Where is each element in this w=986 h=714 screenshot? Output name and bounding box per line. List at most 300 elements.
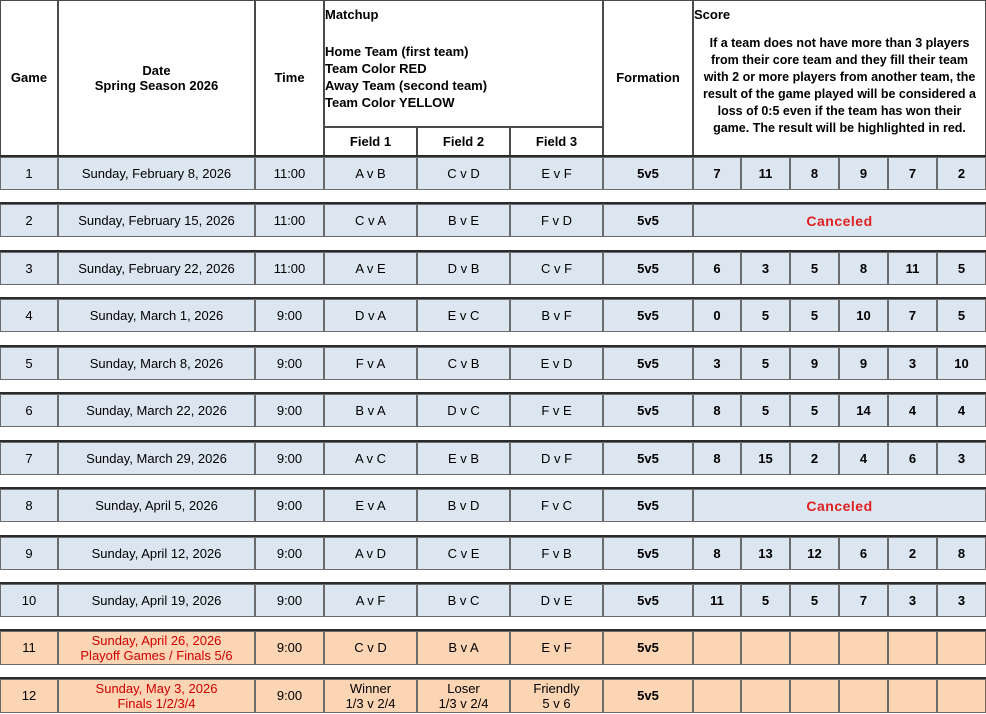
date-cell [58,394,255,427]
time-cell [255,157,324,190]
field-cell-text: C v F [540,260,573,276]
game-number [0,299,58,332]
score-value: 10 [856,307,871,323]
score-cell [888,347,937,380]
time-cell [255,394,324,427]
canceled-cell [693,489,986,522]
time-cell [255,679,324,713]
date-cell [58,442,255,475]
score-value: 13 [758,545,773,561]
score-value: 5 [810,307,819,323]
game-number-text: 11 [22,640,36,655]
game-number [0,252,58,285]
date-line1: Sunday, May 3, 2026 [95,681,218,696]
formation-cell [603,584,693,617]
score-cell [839,347,888,380]
score-value: 0 [713,307,721,323]
score-cell [693,584,741,617]
field-cell [510,204,603,237]
score-value: 3 [908,355,917,371]
time-cell-text: 9:00 [276,640,303,655]
game-number [0,584,58,617]
field-cell [324,537,417,570]
field-cell-text: B v F [541,307,572,323]
score-value: 14 [856,402,871,418]
field-cell-text: A v C [354,450,387,466]
score-cell [741,299,790,332]
time-cell [255,204,324,237]
score-value: 7 [908,307,917,323]
score-cell [937,584,986,617]
header-date [58,0,255,156]
formation-cell [603,442,693,475]
field-cell-text: F v D [540,212,573,228]
score-cell [790,631,839,665]
field-cell-text: F v B [541,545,572,561]
field-line1: Loser [447,681,480,696]
score-cell [937,299,986,332]
header-date-line1: Date [142,63,171,78]
score-cell [937,442,986,475]
score-value: 9 [859,165,868,181]
game-number-text: 6 [25,402,33,418]
formation-cell [603,394,693,427]
score-title: Score [694,7,731,22]
score-cell [741,347,790,380]
time-cell-text: 9:00 [276,592,303,608]
field-cell-text: C v E [447,545,480,561]
date-cell-text: Sunday, March 8, 2026 [89,355,224,371]
field-cell-text: D v C [447,402,480,418]
score-value: 7 [713,165,721,181]
formation-cell [603,252,693,285]
score-cell [937,157,986,190]
score-value: 11 [905,260,920,276]
date-line1: Sunday, April 26, 2026 [91,633,222,648]
field-cell-text: B v E [447,212,480,228]
header-game-label: Game [10,70,48,85]
score-cell [790,252,839,285]
score-cell [937,394,986,427]
score-rule-note: If a team does not have more than 3 players from their core team and they fill their team with 2 or more players from another team, the result of the game played will be considered a loss of 0:5 even if the team has won their game. The result will be highlighted in red. [703,36,976,135]
formation-cell-text: 5v5 [637,402,659,418]
field-cell [510,157,603,190]
score-cell [888,584,937,617]
field-cell [324,204,417,237]
field-cell-text: E v C [447,307,480,323]
game-number [0,347,58,380]
score-cell [693,299,741,332]
score-value: 5 [810,592,819,608]
score-value: 5 [761,355,770,371]
score-cell [693,537,741,570]
field-cell [324,489,417,522]
game-number-text: 1 [25,165,33,181]
score-value: 2 [908,545,917,561]
time-cell-text: 9:00 [276,402,303,418]
score-cell [741,394,790,427]
date-cell [58,252,255,285]
game-number-text: 4 [25,307,33,323]
formation-cell-text: 5v5 [637,640,659,655]
game-number-text: 3 [25,260,33,276]
score-value: 5 [957,307,966,323]
formation-cell-text: 5v5 [637,688,659,703]
field-cell-text: B v D [447,497,480,513]
score-cell [790,584,839,617]
header-date-line2: Spring Season 2026 [94,78,219,93]
header-field3 [510,127,603,156]
header-formation [603,0,693,156]
score-cell [693,157,741,190]
score-cell [741,442,790,475]
time-cell [255,537,324,570]
time-cell [255,442,324,475]
score-value: 15 [758,450,773,466]
field-cell [417,394,510,427]
formation-cell-text: 5v5 [637,165,659,181]
date-line2: Playoff Games / Finals 5/6 [80,648,233,663]
score-cell [741,584,790,617]
time-cell-text: 9:00 [276,307,303,323]
score-value: 8 [713,450,721,466]
score-cell [741,679,790,713]
field-cell [510,631,603,665]
score-value: 8 [859,260,868,276]
score-cell [937,347,986,380]
field-cell [510,679,603,713]
field-cell-text: F v C [540,497,573,513]
score-cell [693,252,741,285]
field-cell [510,584,603,617]
score-value: 12 [807,545,822,561]
score-value: 2 [810,450,819,466]
matchup-title: Matchup [325,7,379,22]
score-value: 3 [908,592,917,608]
game-number-text: 7 [25,450,33,466]
score-value: 6 [859,545,868,561]
score-cell [839,299,888,332]
field-cell-text: F v E [541,402,572,418]
formation-cell-text: 5v5 [637,355,659,371]
time-cell [255,489,324,522]
field-cell [510,442,603,475]
game-number [0,679,58,713]
score-cell [790,442,839,475]
field-cell-text: B v A [448,640,479,655]
time-cell-text: 11:00 [273,260,306,276]
date-cell [58,157,255,190]
field-cell [324,347,417,380]
game-number-text: 2 [25,212,33,228]
time-cell-text: 9:00 [276,497,303,513]
time-cell-text: 9:00 [276,545,303,561]
matchup-home: Home Team (first team) [325,44,469,59]
field-cell [324,679,417,713]
score-cell [888,631,937,665]
formation-cell [603,631,693,665]
score-cell [888,394,937,427]
field-cell [324,584,417,617]
time-cell-text: 11:00 [273,165,306,181]
field-cell [417,204,510,237]
field-cell [417,157,510,190]
header-score [693,0,986,156]
score-value: 5 [761,307,770,323]
field-cell [417,347,510,380]
date-cell-text: Sunday, March 29, 2026 [86,450,227,466]
field-line1: Winner [349,681,392,696]
time-cell [255,347,324,380]
field-cell-text: A v D [354,545,387,561]
matchup-home-color: Team Color RED [325,61,427,76]
score-cell [888,679,937,713]
field-cell [510,299,603,332]
score-value: 9 [810,355,819,371]
game-number [0,537,58,570]
field-cell [417,679,510,713]
date-line2: Finals 1/2/3/4 [117,696,196,711]
field-cell [510,347,603,380]
time-cell-text: 9:00 [276,450,303,466]
field-cell [417,442,510,475]
header-field2-label: Field 2 [442,133,485,149]
field-cell [417,584,510,617]
score-cell [888,299,937,332]
formation-cell [603,157,693,190]
score-cell [741,252,790,285]
score-cell [741,537,790,570]
header-game [0,0,58,156]
score-value: 3 [957,450,966,466]
date-cell-text: Sunday, March 22, 2026 [86,402,227,418]
field-cell [324,299,417,332]
score-value: 8 [957,545,966,561]
field-cell-text: E v F [541,640,572,655]
formation-cell [603,537,693,570]
field-cell [510,394,603,427]
score-cell [839,537,888,570]
score-cell [790,157,839,190]
canceled-label: Canceled [806,212,873,229]
score-value: 3 [713,355,721,371]
game-number [0,489,58,522]
score-value: 6 [713,260,721,276]
game-number-text: 12 [21,688,37,703]
score-value: 4 [908,402,917,418]
game-number [0,204,58,237]
formation-cell-text: 5v5 [637,260,659,276]
field-cell-text: D v E [540,592,573,608]
field-cell-text: D v F [540,450,573,466]
formation-cell-text: 5v5 [637,450,659,466]
date-cell [58,537,255,570]
canceled-label: Canceled [806,497,873,514]
score-cell [790,299,839,332]
formation-cell [603,489,693,522]
score-value: 6 [908,450,917,466]
score-cell [790,679,839,713]
date-cell-text: Sunday, April 19, 2026 [91,592,222,608]
field-cell-text: C v D [447,165,480,181]
formation-cell [603,679,693,713]
score-value: 11 [758,165,773,181]
score-value: 8 [713,545,721,561]
score-value: 5 [957,260,966,276]
field-line1: Friendly [533,681,580,696]
field-cell [510,252,603,285]
game-number [0,394,58,427]
score-cell [937,537,986,570]
field-cell-text: A v E [355,260,386,276]
field-cell-text: A v F [355,592,386,608]
field-cell [324,442,417,475]
score-cell [937,252,986,285]
score-value: 9 [859,355,868,371]
score-value: 5 [761,402,770,418]
field-line2: 5 v 6 [542,696,571,711]
score-value: 3 [957,592,966,608]
field-cell-text: F v A [355,355,386,371]
matchup-away: Away Team (second team) [325,78,488,93]
score-value: 5 [810,260,819,276]
score-cell [839,631,888,665]
score-value: 11 [710,592,724,608]
header-time [255,0,324,156]
field-cell-text: E v B [447,450,480,466]
header-formation-label: Formation [616,70,680,85]
score-cell [693,347,741,380]
date-cell [58,489,255,522]
score-value: 4 [957,402,966,418]
date-cell-text: Sunday, February 22, 2026 [78,260,235,276]
formation-cell [603,299,693,332]
field-cell [324,252,417,285]
score-cell [839,252,888,285]
score-cell [790,537,839,570]
formation-cell-text: 5v5 [637,307,659,323]
score-value: 7 [908,165,917,181]
field-cell [417,299,510,332]
score-value: 8 [810,165,819,181]
score-value: 5 [761,592,770,608]
score-cell [693,394,741,427]
time-cell [255,584,324,617]
score-cell [693,442,741,475]
field-cell [417,631,510,665]
field-cell [510,489,603,522]
formation-cell [603,347,693,380]
field-cell [324,631,417,665]
score-value: 3 [761,260,770,276]
field-cell-text: E v F [541,165,572,181]
time-cell [255,299,324,332]
formation-cell-text: 5v5 [637,592,659,608]
field-line2: 1/3 v 2/4 [438,696,489,711]
field-cell [417,537,510,570]
header-field1-label: Field 1 [349,133,392,149]
score-value: 5 [810,402,819,418]
header-time-label: Time [274,70,305,85]
field-cell [324,394,417,427]
field-cell-text: B v A [355,402,386,418]
field-cell-text: E v D [540,355,573,371]
score-cell [888,442,937,475]
game-number [0,442,58,475]
score-cell [888,252,937,285]
score-cell [839,394,888,427]
field-cell [510,537,603,570]
field-cell-text: C v B [447,355,480,371]
field-cell-text: B v C [447,592,480,608]
score-cell [790,347,839,380]
date-cell-text: Sunday, February 15, 2026 [78,212,235,228]
field-cell-text: A v B [355,165,386,181]
field-cell-text: C v A [354,212,387,228]
score-cell [839,679,888,713]
score-cell [937,631,986,665]
field-cell [324,157,417,190]
date-cell [58,347,255,380]
time-cell-text: 11:00 [273,212,306,228]
score-value: 8 [713,402,721,418]
game-number [0,157,58,190]
score-cell [693,631,741,665]
score-value: 10 [954,355,969,371]
game-number-text: 9 [25,545,33,561]
field-cell [417,252,510,285]
score-value: 7 [859,592,868,608]
score-cell [839,584,888,617]
score-cell [741,157,790,190]
score-cell [888,537,937,570]
canceled-cell [693,204,986,237]
score-cell [693,679,741,713]
score-cell [790,394,839,427]
score-cell [839,442,888,475]
field-cell-text: C v D [354,640,387,655]
date-cell [58,299,255,332]
field-cell-text: D v B [447,260,480,276]
score-value: 2 [957,165,966,181]
date-cell-text: Sunday, February 8, 2026 [81,165,232,181]
time-cell [255,631,324,665]
header-field2 [417,127,510,156]
header-field1 [324,127,417,156]
date-cell [58,679,255,713]
game-number-text: 10 [21,592,37,608]
field-cell-text: D v A [354,307,387,323]
field-cell [417,489,510,522]
game-number [0,631,58,665]
date-cell [58,584,255,617]
field-cell-text: E v A [355,497,386,513]
header-matchup [324,0,603,127]
date-cell-text: Sunday, April 12, 2026 [91,545,222,561]
time-cell [255,252,324,285]
formation-cell [603,204,693,237]
date-cell [58,204,255,237]
formation-cell-text: 5v5 [637,212,659,228]
score-cell [888,157,937,190]
header-field3-label: Field 3 [535,133,578,149]
score-cell [839,157,888,190]
game-number-text: 8 [25,497,33,513]
score-cell [741,631,790,665]
date-cell [58,631,255,665]
date-cell-text: Sunday, March 1, 2026 [89,307,224,323]
formation-cell-text: 5v5 [637,497,659,513]
